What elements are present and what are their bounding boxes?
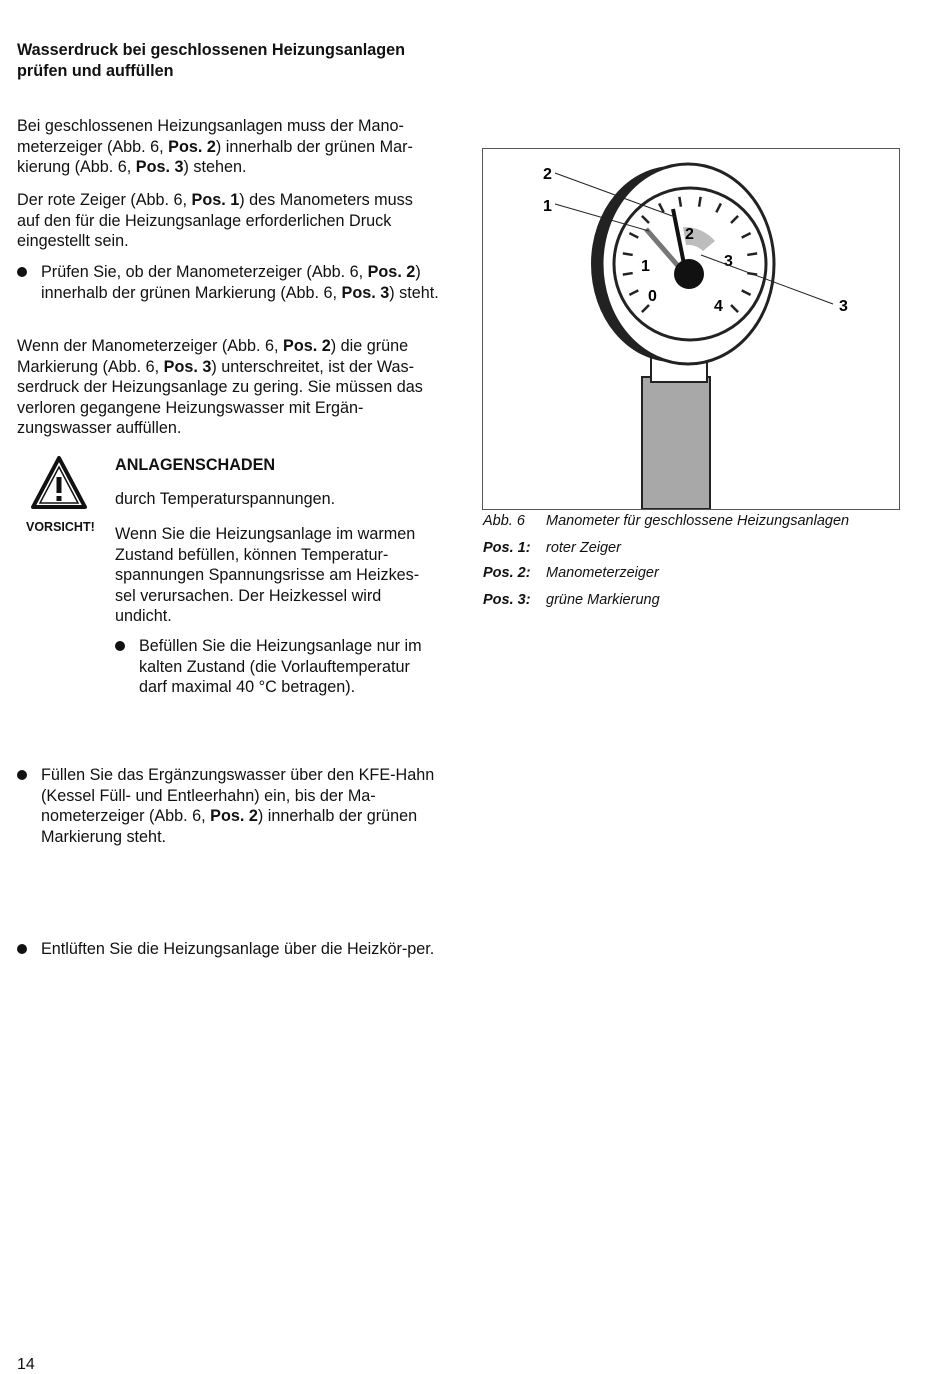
- warning-triangle-icon: [30, 455, 88, 511]
- dial-tick: [699, 197, 701, 207]
- dial-tick: [623, 253, 633, 255]
- section-title: Wasserdruck bei geschlossenen Heizungsanlagen prüfen und auffüllen: [17, 41, 406, 80]
- manometer-figure: [482, 148, 900, 510]
- caption-abb6: Abb. 6 Manometer für geschlossene Heizungsanlagen: [483, 513, 850, 529]
- warning-text: Wenn Sie die Heizungsanlage im warmen Zustand befüllen, können Temperatur-spannungen Spannungsrisse am Heizkes-sel verursachen. Der Heizkessel wird undicht.: [115, 525, 420, 625]
- paragraph-3: Wenn der Manometerzeiger (Abb. 6, Pos. 2) die grüne Markierung (Abb. 6, Pos. 3) unterschreitet, ist der Was-serdruck der Heizungsanlage zu gering. Sie müssen das verloren gegangene Heizungswasser mit Ergän-zungswasser auffüllen.: [17, 337, 423, 437]
- paragraph-2: Der rote Zeiger (Abb. 6, Pos. 1) des Manometers muss auf den für die Heizungsanlage erforderlichen Druck eingestellt sein.: [17, 191, 413, 250]
- dial-number-3: 3: [724, 253, 733, 270]
- dial-number-2: 2: [685, 226, 694, 243]
- bullet-dot: [115, 641, 125, 651]
- dial-number-1: 1: [641, 258, 650, 275]
- caption-pos2: Pos. 2: Manometerzeiger: [483, 565, 659, 581]
- warning-heading: ANLAGENSCHADEN: [115, 456, 276, 474]
- dial-tick: [623, 273, 633, 275]
- bullet-dot: [17, 267, 27, 277]
- bullet-fill-water: Füllen Sie das Ergänzungswasser über den KFE-Hahn (Kessel Füll- und Entleerhahn) ein, bis der Ma-nometerzeiger (Abb. 6, Pos. 2) innerhalb der grünen Markierung steht.: [17, 765, 461, 847]
- callout-3: 3: [839, 298, 848, 315]
- caption-pos1: Pos. 1: roter Zeiger: [483, 540, 621, 556]
- dial-tick: [679, 197, 681, 207]
- page-number: 14: [17, 1356, 35, 1373]
- warning-label: VORSICHT!: [26, 520, 95, 534]
- bullet-vent: Entlüften Sie die Heizungsanlage über die Heizkör-per.: [17, 939, 461, 960]
- dial-tick: [747, 253, 757, 255]
- paragraph-1: Bei geschlossenen Heizungsanlagen muss der Mano-meterzeiger (Abb. 6, Pos. 2) innerhalb der grünen Mar-kierung (Abb. 6, Pos. 3) stehen.: [17, 117, 413, 176]
- callout-1: 1: [543, 198, 552, 215]
- manometer-illustration: [483, 149, 899, 509]
- warning-subtitle: durch Temperaturspannungen.: [115, 490, 336, 508]
- bullet-check-pressure: Prüfen Sie, ob der Manometerzeiger (Abb. 6, Pos. 2) innerhalb der grünen Markierung (Abb. 6, Pos. 3) steht.: [17, 262, 461, 303]
- callout-2: 2: [543, 166, 552, 183]
- warning-bullet: Befüllen Sie die Heizungsanlage nur im kalten Zustand (die Vorlauftemperatur darf maximal 40 °C betragen).: [115, 636, 439, 698]
- dial-number-0: 0: [648, 288, 657, 305]
- bullet-dot: [17, 944, 27, 954]
- dial-number-4: 4: [714, 298, 723, 315]
- bullet-dot: [17, 770, 27, 780]
- caption-pos3: Pos. 3: grüne Markierung: [483, 592, 660, 608]
